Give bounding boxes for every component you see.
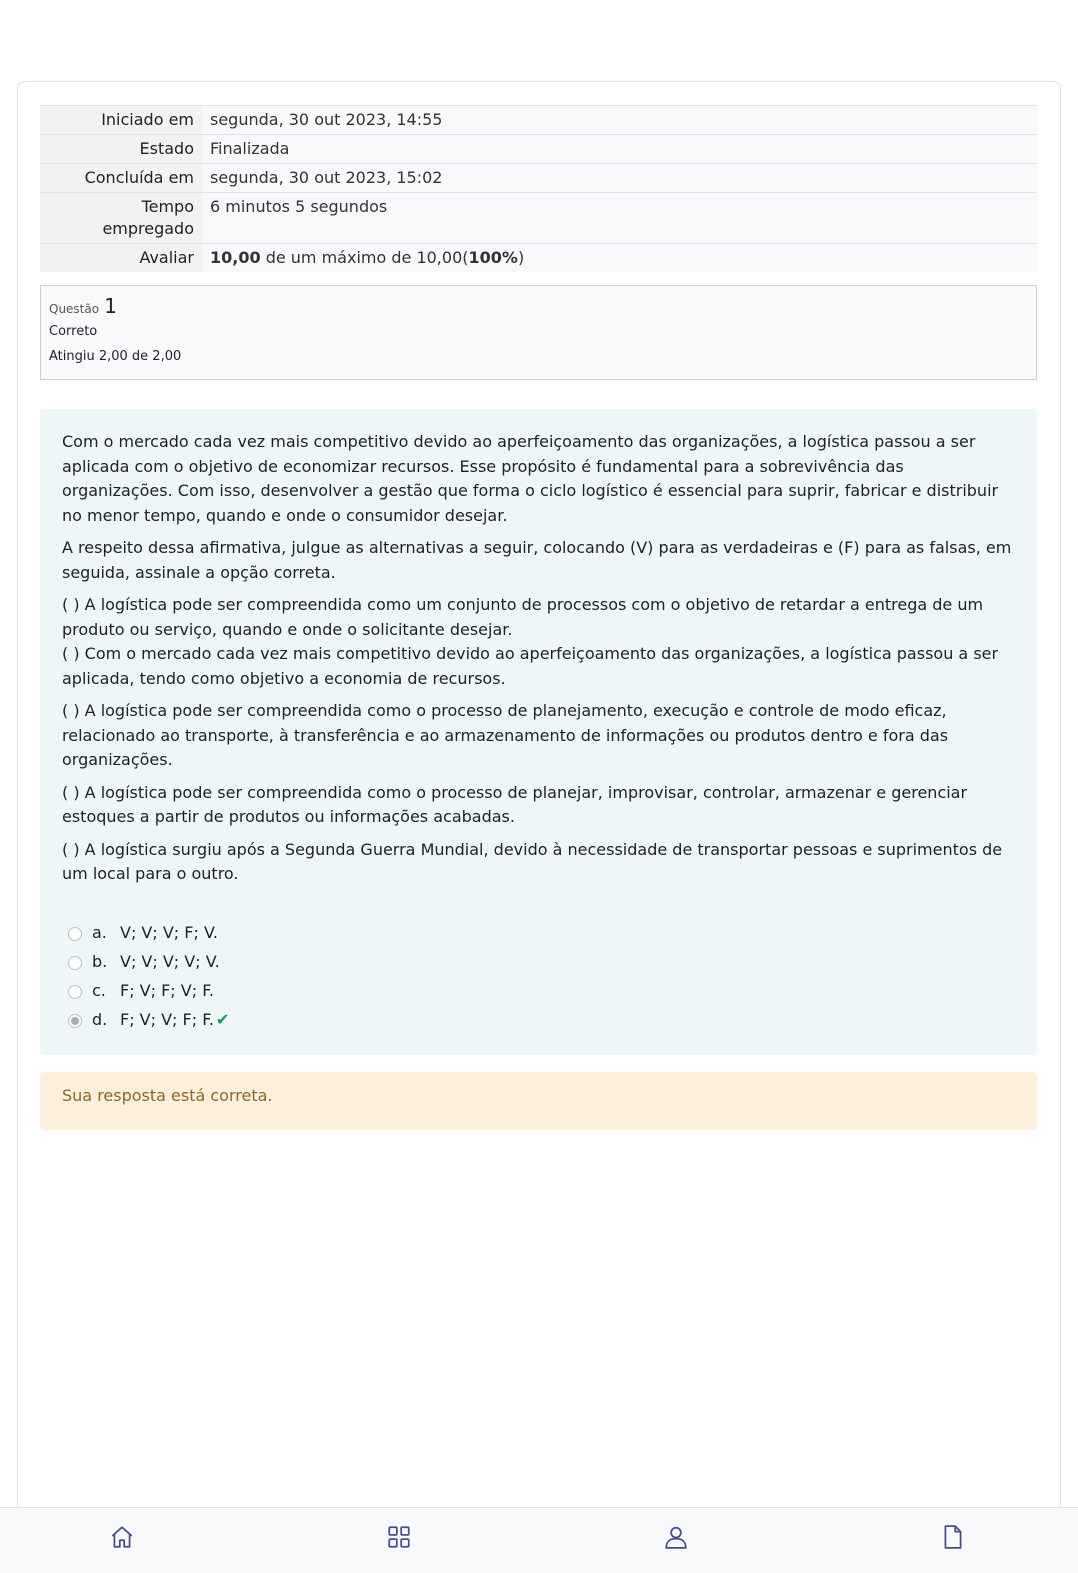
question-number [49, 294, 1028, 318]
summary-value: Finalizada [202, 135, 1037, 164]
summary-value [202, 244, 1037, 273]
summary-row-state [40, 135, 1037, 164]
answer-option-d[interactable] [68, 1006, 229, 1035]
file-icon [940, 1524, 966, 1550]
grid-icon [386, 1524, 412, 1550]
answer-option-b[interactable] [68, 948, 229, 977]
question-paragraph: Com o mercado cada vez mais competitivo devido ao aperfeiçoamento das organizações, a logística passou a ser aplicada com o objetivo de economizar recursos. Esse propósito é fundamental para a sobrevivência das organizações. Com isso, desenvolver a gestão que forma o ciclo logístico é essencial para suprir, fabricar e distribuir no menor tempo, quando e onde o consumidor desejar. [62, 432, 999, 525]
radio-button[interactable] [68, 927, 82, 941]
summary-row-time [40, 193, 1037, 244]
grade-text-end: ) [517, 248, 525, 267]
answer-option-c[interactable] [68, 977, 229, 1006]
summary-row-started [40, 106, 1037, 135]
grade-text: de um máximo de 10,00( [260, 248, 469, 267]
question-number-label: Questão [49, 302, 100, 316]
question-statement: ( ) A logística pode ser compreendida como o processo de planejar, improvisar, controlar, armazenar e gerenciar estoques a partir de produtos ou informações acabadas. [62, 782, 968, 826]
question-status: Correto [49, 324, 98, 339]
question-number-value: 1 [104, 294, 117, 318]
feedback-text: Sua resposta está correta. [62, 1086, 273, 1105]
grade-percent: 100% [468, 248, 518, 267]
question-statement: ( ) A logística pode ser compreendida como o processo de planejamento, execução e controle de modo eficaz, relacionado ao transporte, à transferência e ao armazenamento de informações ou produtos dentro e fora das organizações. [62, 701, 949, 769]
answer-letter: c. [92, 981, 106, 1001]
nav-home-button[interactable] [107, 1522, 137, 1552]
question-info-box [40, 285, 1037, 380]
answer-text: F; V; F; V; F. [120, 981, 214, 1001]
summary-row-grade [40, 244, 1037, 273]
question-paragraph: A respeito dessa afirmativa, julgue as alternativas a seguir, colocando (V) para as verdadeiras e (F) para as falsas, em seguida, assinale a opção correta. [62, 538, 1012, 582]
review-card [17, 81, 1061, 1521]
answer-text: F; V; V; F; F. [120, 1010, 214, 1030]
answer-letter: d. [92, 1010, 108, 1030]
radio-button[interactable] [68, 956, 82, 970]
summary-label: Iniciado em [40, 106, 202, 135]
answer-options [68, 919, 229, 1035]
radio-button[interactable] [68, 985, 82, 999]
correct-check-icon: ✔ [215, 1010, 230, 1030]
question-mark: Atingiu 2,00 de 2,00 [49, 349, 182, 364]
question-statement: ( ) Com o mercado cada vez mais competitivo devido ao aperfeiçoamento das organizações, a logística passou a ser aplicada, tendo como objetivo a economia de recursos. [62, 644, 999, 688]
user-icon [663, 1524, 689, 1550]
summary-label: Tempo empregado [40, 193, 202, 244]
feedback-box [40, 1072, 1037, 1130]
nav-grid-button[interactable] [384, 1522, 414, 1552]
question-statement: ( ) A logística surgiu após a Segunda Guerra Mundial, devido à necessidade de transportar pessoas e suprimentos de um local para o outro. [62, 839, 1003, 883]
answer-text: V; V; V; F; V. [120, 923, 218, 943]
summary-label: Avaliar [40, 244, 202, 273]
summary-label: Concluída em [40, 164, 202, 193]
bottom-navigation [0, 1507, 1078, 1573]
radio-button-selected[interactable] [68, 1014, 82, 1028]
summary-value: 6 minutos 5 segundos [202, 193, 1037, 244]
nav-profile-button[interactable] [661, 1522, 691, 1552]
summary-value: segunda, 30 out 2023, 14:55 [202, 106, 1037, 135]
question-statement: ( ) A logística pode ser compreendida como um conjunto de processos com o objetivo de retardar a entrega de um produto ou serviço, quando e onde o solicitante desejar. [62, 595, 984, 639]
question-text-box [40, 409, 1037, 1055]
answer-text: V; V; V; V; V. [120, 952, 220, 972]
grade-score: 10,00 [210, 248, 261, 267]
summary-label: Estado [40, 135, 202, 164]
answer-option-a[interactable] [68, 919, 229, 948]
summary-row-completed [40, 164, 1037, 193]
nav-file-button[interactable] [938, 1522, 968, 1552]
attempt-summary-table [40, 105, 1037, 272]
summary-value: segunda, 30 out 2023, 15:02 [202, 164, 1037, 193]
answer-letter: b. [92, 952, 108, 972]
answer-letter: a. [92, 923, 107, 943]
home-icon [109, 1524, 135, 1550]
